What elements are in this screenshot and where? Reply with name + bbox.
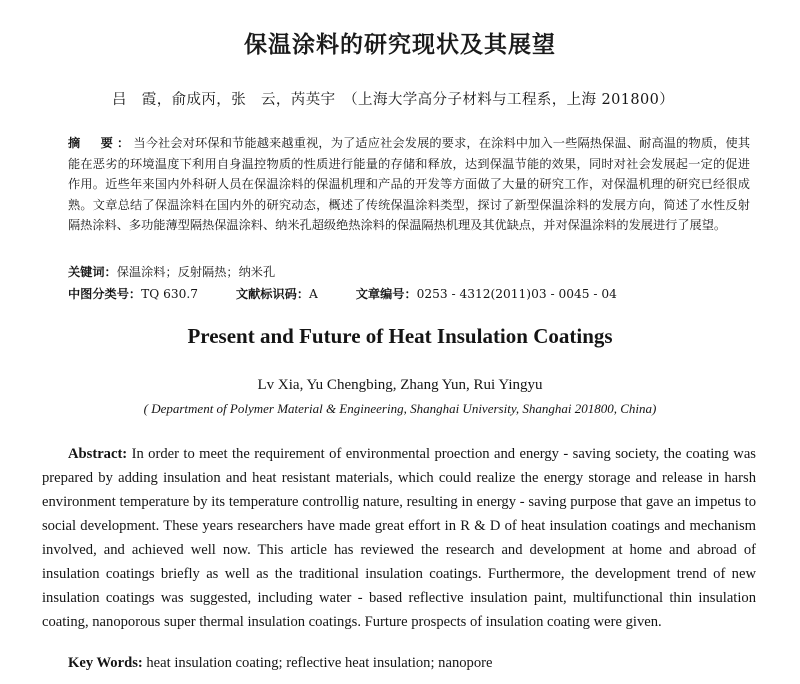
chinese-keywords-text: 保温涂料；反射隔热；纳米孔 (116, 265, 276, 279)
english-keywords-text: heat insulation coating; reflective heat insulation; nanopore (142, 655, 493, 671)
chinese-keywords-label: 关键词： (68, 265, 117, 279)
english-abstract-text: In order to meet the requirement of environmental proection and energy - saving society, the coating was prepared by adding insulation and heat resistant materials, which could realize the energy storage and release in harsh environment temperature by its temperature controllig nature, resulting in energy - saving purpose that gave an impetus to social development. These years researchers have made great effort in R & D of heat insulation coatings and mechanism involved, and achieved well now. This article has reviewed the research and development at home and abroad of insulation coatings briefly as well as the traditional insulation coatings. Furthermore, the development trend of new insulation coatings was suggested, including water - based reflective insulation paint, multifunctional thin insulation coating, nanoporous super thermal insulation coatings. Furture prospects of insulation coating were given. (42, 446, 756, 630)
chinese-authors-affiliation: 吕 霞，俞成丙，张 云，芮英宇 （上海大学高分子材料与工程系，上海 201800） (112, 92, 675, 108)
english-authors: Lv Xia, Yu Chengbing, Zhang Yun, Rui Yingyu (257, 377, 543, 393)
english-keywords (68, 655, 492, 672)
english-abstract-label: Abstract: (68, 446, 128, 462)
document-code: 文献标识码：A (235, 287, 318, 301)
classification-line (68, 285, 768, 302)
english-title: Present and Future of Heat Insulation Coatings (187, 324, 613, 348)
chinese-abstract (68, 133, 750, 236)
english-keywords-label: Key Words: (68, 655, 143, 671)
chinese-abstract-label: 摘 要： (68, 136, 134, 150)
chinese-keywords (68, 263, 275, 280)
english-affiliation: ( Department of Polymer Material & Engineering, Shanghai University, Shanghai 201800, China) (143, 401, 657, 416)
class-number: 中图分类号：TQ 630.7 (68, 287, 199, 301)
chinese-title: 保温涂料的研究现状及其展望 (244, 32, 556, 58)
english-abstract (42, 442, 756, 634)
article-number: 文章编号：0253 - 4312(2011)03 - 0045 - 04 (355, 287, 617, 301)
chinese-abstract-text: 当今社会对环保和节能越来越重视，为了适应社会发展的要求，在涂料中加入一些隔热保温、耐高温的物质，使其能在恶劣的环境温度下利用自身温控物质的性质进行能量的存储和释放，达到保温节能的效果，同时对社会发展起一定的促进作用。近些年来国内外科研人员在保温涂料的保温机理和产品的开发等方面做了大量的研究工作，对保温机理的研究已经很成熟。文章总结了保温涂料在国内外的研究动态，概述了传统保温涂料类型，探讨了新型保温涂料的发展方向，简述了水性反射隔热涂料、多功能薄型隔热保温涂料、纳米孔超级绝热涂料的保温隔热机理及其优缺点，并对保温涂料的发展进行了展望。 (68, 136, 751, 232)
